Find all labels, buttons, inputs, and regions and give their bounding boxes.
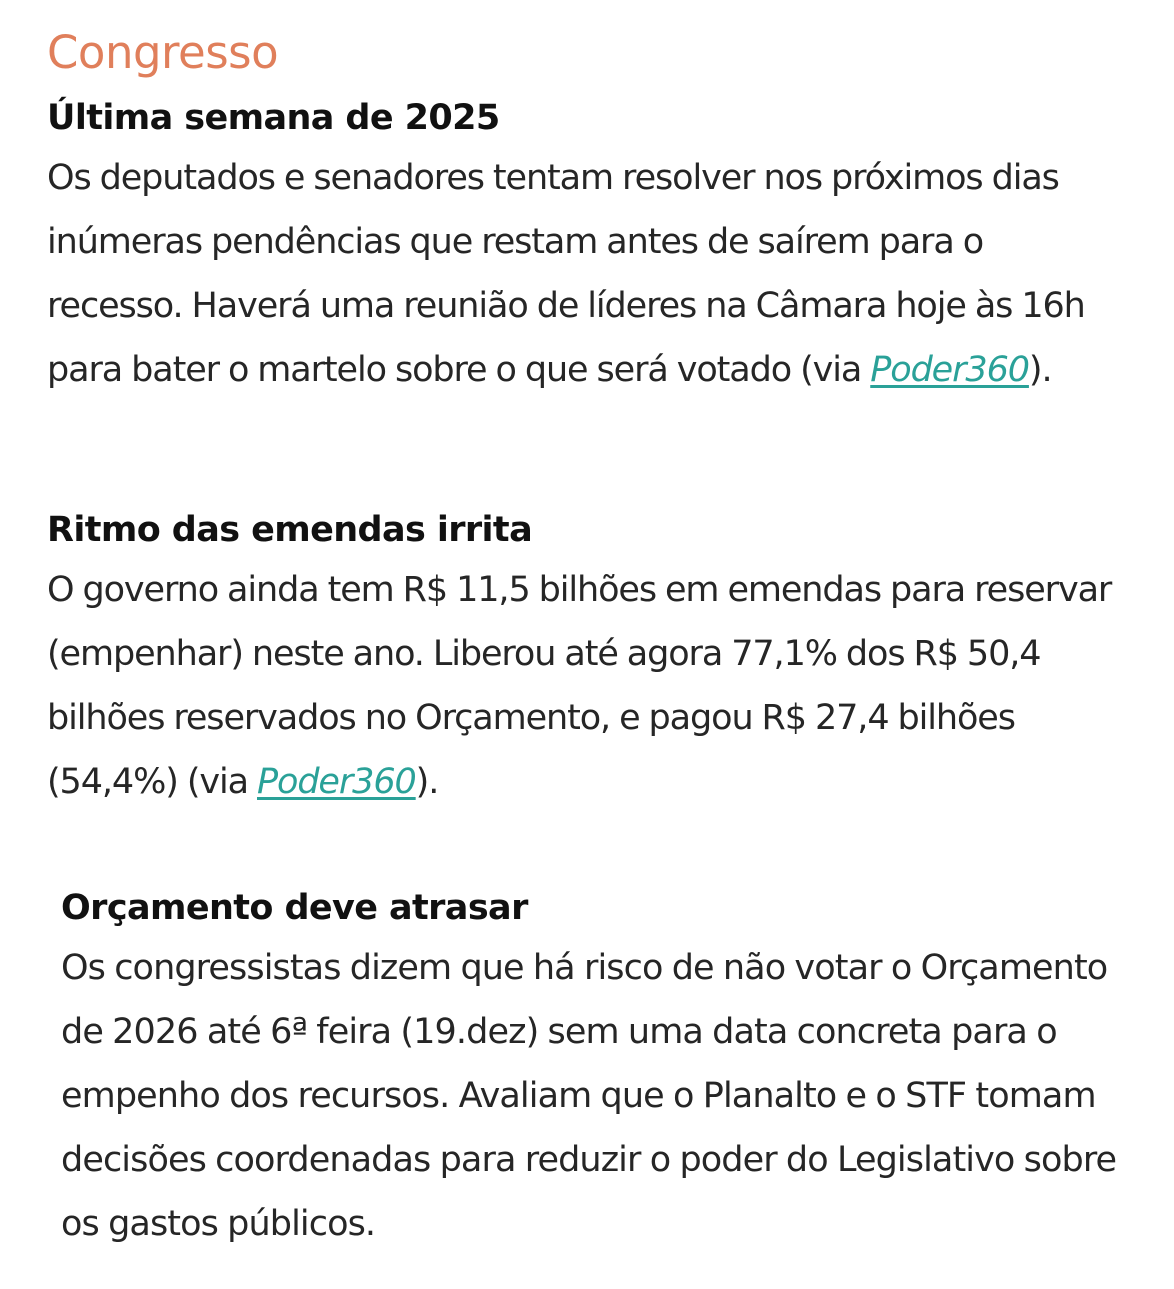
item-body-text: O governo ainda tem R$ 11,5 bilhões em emendas para reservar (empenhar) neste ano. Liberou até agora 77,1% dos R$ 50,4 bilhões reservados no Orçamento, e pagou R$ 27,4 bilhões (54,4%) (via [47,570,1112,802]
item-body [47,558,1127,814]
news-item-ritmo-emendas [47,502,1127,814]
item-heading: Orçamento deve atrasar [61,888,528,928]
item-body: Os congressistas dizem que há risco de não votar o Orçamento de 2026 até 6ª feira (19.dez) sem uma data concreta para o empenho dos recursos. Avaliam que o Planalto e o STF tomam decisões coordenadas para reduzir o poder do Legislativo sobre os gastos públicos. [61,948,1117,1244]
poder360-link[interactable]: Poder360 [870,350,1029,390]
poder360-link[interactable]: Poder360 [257,762,416,802]
item-body-text: Os deputados e senadores tentam resolver nos próximos dias inúmeras pendências que restam antes de saírem para o recesso. Haverá uma reunião de líderes na Câmara hoje às 16h para bater o martelo sobre o que será votado (via [47,158,1085,390]
item-body-end: ). [1028,350,1052,390]
item-body-end: ). [415,762,439,802]
section-title: Congresso [47,26,279,79]
news-item-ultima-semana [47,90,1127,402]
item-heading: Última semana de 2025 [47,98,500,138]
item-body [47,146,1127,402]
news-item-orcamento-atrasar [61,880,1141,1256]
item-heading: Ritmo das emendas irrita [47,510,533,550]
